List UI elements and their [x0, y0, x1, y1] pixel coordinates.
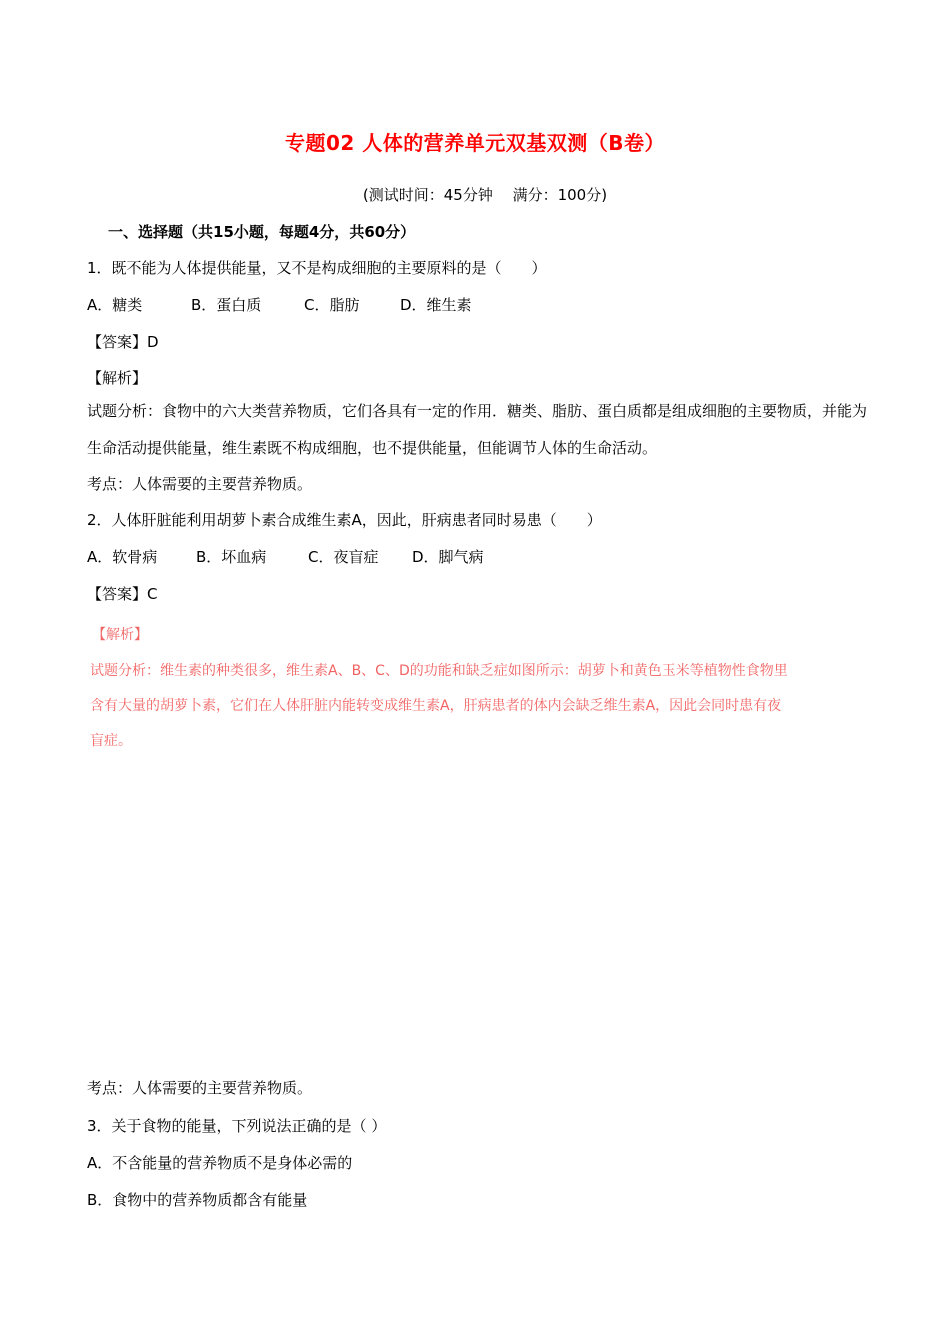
page-title: 专题02 人体的营养单元双基双测（B卷）	[284, 131, 666, 155]
question-2-point: 考点：人体需要的主要营养物质。	[87, 1079, 313, 1097]
question-2-stem: 2．人体肝脏能利用胡萝卜素合成维生素A，因此，肝病患者同时易患（ ）	[87, 511, 602, 529]
question-2-options	[87, 547, 484, 567]
question-1-answer: 【答案】D	[87, 333, 159, 351]
question-2-option-d: D．脚气病	[412, 548, 484, 566]
question-2-option-a: A．软骨病	[87, 548, 158, 566]
question-1-analysis-label: 【解析】	[87, 369, 148, 387]
question-2-answer: 【答案】C	[87, 585, 158, 603]
question-1-option-a: A．糖类	[87, 296, 143, 314]
question-3-option-b: B．食物中的营养物质都含有能量	[87, 1191, 308, 1209]
question-1-point: 考点：人体需要的主要营养物质。	[87, 475, 313, 493]
section-heading: 一、选择题（共15小题，每题4分，共60分）	[108, 223, 416, 241]
question-1-option-c: C．脂肪	[304, 296, 360, 314]
test-info: (测试时间：45分钟 满分：100分)	[362, 186, 608, 204]
question-1-option-d: D．维生素	[400, 296, 472, 314]
question-2-option-b: B．坏血病	[196, 548, 267, 566]
question-2-analysis-label: 【解析】	[92, 627, 148, 643]
question-1-options	[87, 295, 472, 315]
question-3-option-a: A．不含能量的营养物质不是身体必需的	[87, 1154, 353, 1172]
question-1-option-b: B．蛋白质	[191, 296, 262, 314]
question-3-stem: 3．关于食物的能量，下列说法正确的是（ ）	[87, 1117, 387, 1135]
question-2-analysis: 试题分析：维生素的种类很多，维生素A、B、C、D的功能和缺乏症如图所示：胡萝卜和黄色玉米等植物性食物里含有大量的胡萝卜素，它们在人体肝脏内能转变成维生素A，肝病患者的体内会缺乏维生素A，因此会同时患有夜盲症。	[90, 663, 788, 749]
question-1-analysis: 试题分析：食物中的六大类营养物质，它们各具有一定的作用．糖类、脂肪、蛋白质都是组成细胞的主要物质，并能为生命活动提供能量，维生素既不构成细胞，也不提供能量，但能调节人体的生命活动。	[87, 402, 868, 457]
question-2-option-c: C．夜盲症	[308, 548, 379, 566]
question-1-stem: 1．既不能为人体提供能量，又不是构成细胞的主要原料的是（ ）	[87, 259, 547, 277]
